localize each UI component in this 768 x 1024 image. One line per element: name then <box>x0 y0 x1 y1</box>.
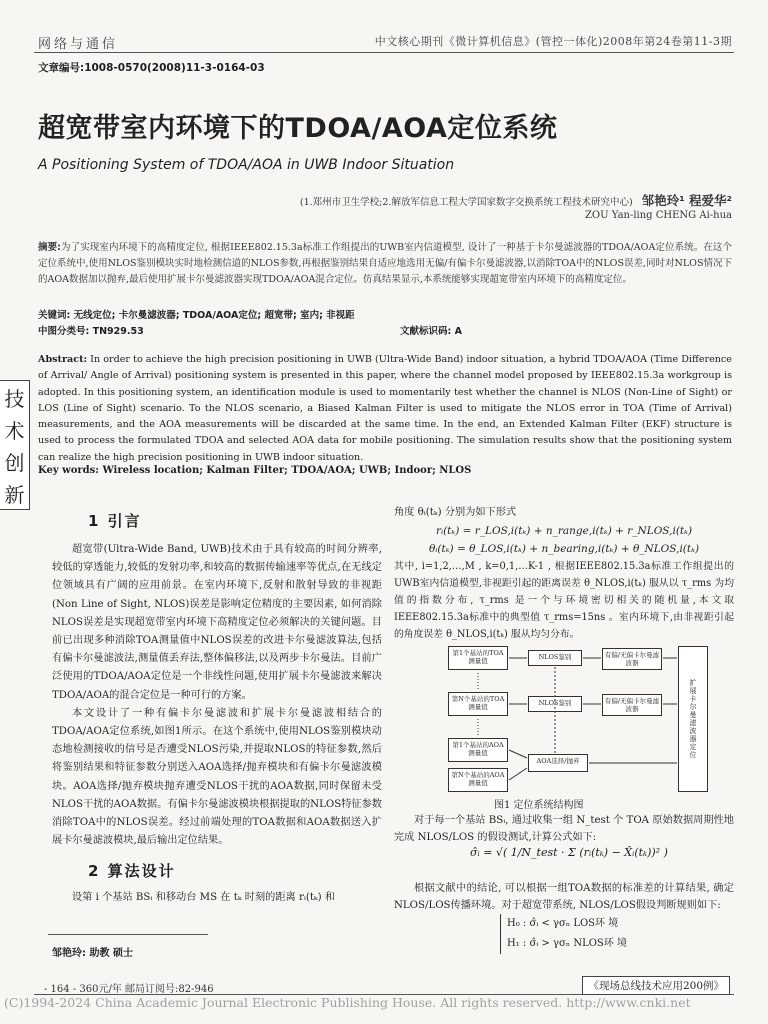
abstract-en <box>38 352 732 466</box>
system-structure-figure <box>448 646 732 794</box>
title-cn: 超宽带室内环境下的TDOA/AOA定位系统 <box>38 113 558 144</box>
abstract-en-label: Abstract: <box>38 354 88 365</box>
figure-box-kalman-n: 有偏/无偏卡尔曼滤波器 <box>602 694 662 716</box>
abstract-en-text: In order to achieve the high precision positioning in UWB (Ultra-Wide Band) indoor situation, a hybrid TDOA/AOA (Time Difference of Arrival/ Angle of Arrival) positioning system is presented in this paper, where the channel model proposed by IEEE802.15.3a workgroup is adopted. In this positioning system, an identification module is used to momentarily test whether the channel is NLOS (Non-Line of Sight) or LOS (Line of Sight) scenario. To the NLOS scenario, a Biased Kalman Filter is used to mitigate the NLOS error in TOA (Time of Arrival) measurements, and the AOA measurements will be discarded at the same time. In the end, an Extended Kalman Filter (EKF) structure is used to process the formulated TDOA and selected AOA data for mobile positioning. The simulation results show that the positioning system can realize the high precision positioning in UWB indoor situation. <box>38 354 732 463</box>
figure-box-nlos-id-n: NLOS鉴别 <box>528 696 582 712</box>
clc-number: 中图分类号: TN929.53 <box>38 326 144 337</box>
authors-cn: 邹艳玲¹ 程爱华² <box>641 193 732 208</box>
section-heading-intro: 1 引言 <box>88 512 142 530</box>
formula-range: rᵢ(tₖ) = r_LOS,i(tₖ) + n_range,i(tₖ) + r_NLOS,i(tₖ) <box>435 525 693 538</box>
figure-box-kalman-1: 有偏/无偏卡尔曼滤波器 <box>602 648 662 670</box>
right-paragraph-2: 其中, i=1,2,…,M , k=0,1,…K-1 , 根据IEEE802.15.3a标准工作组提出的UWB室内信道模型,非视距引起的距离误差 θ_NLOS,i(tₖ) 服从以 τ_rms 为均值的指数分布, τ_rms 是一个与环境密切相关的随机量,本文取IEEE802.15.3a标准中的典型值 τ_rms=15ns 。室内环境下,由非视距引起的角度误差 θ_NLOS,i(tₖ) 服从均匀分布。 <box>394 561 734 641</box>
author-bio: 邹艳玲: 助教 硕士 <box>52 948 133 959</box>
figure-arrows <box>448 646 732 794</box>
document-code: 文献标识码: A <box>400 326 462 337</box>
figure-box-aoa-1: 第1个基站的AOA测量值 <box>448 738 508 762</box>
running-header-journal: 中文核心期刊《微计算机信息》(管控一体化)2008年第24卷第11-3期 <box>374 35 732 48</box>
algorithm-paragraph-1: 设第 i 个基站 BSᵢ 和移动台 MS 在 tₖ 时刻的距离 rᵢ(tₖ) 和 <box>72 892 336 904</box>
keywords-en: Key words: Wireless location; Kalman Filter; TDOA/AOA; UWB; Indoor; NLOS <box>38 465 472 476</box>
classification-line <box>38 323 732 337</box>
abstract-cn <box>38 240 732 288</box>
abstract-cn-label: 摘要: <box>38 242 61 253</box>
figure-box-nlos-id-1: NLOS鉴别 <box>528 650 582 666</box>
affiliation-line <box>300 191 732 209</box>
figure-box-toa-n: 第N个基站的TOA测量值 <box>448 692 508 716</box>
right-paragraph-1: 角度 θᵢ(tₖ) 分别为如下形式 <box>394 507 517 518</box>
article-number: 文章编号:1008-0570(2008)11-3-0164-03 <box>38 62 265 74</box>
footer-left: - 164 - 360元/年 邮局订阅号:82-946 <box>44 984 214 995</box>
authors-en: ZOU Yan-ling CHENG Ai-hua <box>584 210 732 221</box>
affiliation: (1.郑州市卫生学校;2.解放军信息工程大学国家数字交换系统工程技术研究中心) <box>299 197 633 208</box>
keywords-cn: 关键词: 无线定位; 卡尔曼滤波器; TDOA/AOA定位; 超宽带; 室内; 非视距 <box>38 310 355 321</box>
author-bio-rule <box>48 934 208 935</box>
hypothesis-rules <box>500 914 627 954</box>
sidebar-char: 新 <box>4 482 25 507</box>
figure-box-aoa-n: 第N个基站的AOA测量值 <box>448 768 508 792</box>
hypothesis-h0: H₀ : σ̂ᵢ < γσₙ LOS环 境 <box>507 918 619 929</box>
running-header-section: 网络与通信 <box>38 37 119 52</box>
intro-paragraph-2: 本文设计了一种有偏卡尔曼滤波和扩展卡尔曼滤波相结合的TDOA/AOA定位系统,如图1所示。在这个系统中,使用NLOS鉴别模块动态地检测接收的信号是否遭受NLOS污染,并提取NLOS的特征参数,然后将鉴别结果和特征参数分别送入AOA选择/抛弃模块和有偏卡尔曼滤波模块。AOA选择/抛弃模块抛弃遭受NLOS干扰的AOA数据,同时保留未受NLOS干扰的AOA数据。有偏卡尔曼滤波模块根据提取的NLOS特征参数消除TOA中的NLOS误差。经过前端处理的TOA数据和AOA数据送入扩展卡尔曼滤波模块,最后输出定位结果。 <box>52 707 382 847</box>
figure-box-aoa-select: AOA选择/抛弃 <box>528 754 588 772</box>
formula-angle: θᵢ(tₖ) = θ_LOS,i(tₖ) + n_bearing,i(tₖ) + θ_NLOS,i(tₖ) <box>428 543 700 556</box>
tech-innovation-sidebar <box>0 380 30 510</box>
sidebar-char: 技 <box>4 386 25 411</box>
right-paragraph-3: 对于每一个基站 BSᵢ, 通过收集一组 N_test 个 TOA 原始数据周期性地完成 NLOS/LOS 的假设测试,计算公式如下: <box>394 815 734 843</box>
hypothesis-h1: H₁ : σ̂ᵢ > γσₙ NLOS环 境 <box>507 938 627 949</box>
copyright-watermark: (C)1994-2024 China Academic Journal Electronic Publishing House. All rights reserved. http://www.cnki.net <box>4 995 691 1010</box>
formula-sigma: σ̂ᵢ = √( 1/N_test · Σ (rᵢ(tₖ) − X̂ᵢ(tₖ))² ) <box>470 846 668 859</box>
section-heading-algorithm: 2 算法设计 <box>88 862 176 881</box>
left-column <box>52 510 382 908</box>
right-column <box>394 504 734 643</box>
footer-ad-box: 《现场总线技术应用200例》 <box>582 976 730 995</box>
figure-box-ekf: 扩展卡尔曼滤波器定位 <box>678 646 708 792</box>
right-paragraph-4: 根据文献中的结论, 可以根据一组TOA数据的标准差的计算结果, 确定NLOS/LOS传播环境。对于超宽带系统, NLOS/LOS假设判断规则如下: <box>394 883 734 911</box>
figure-box-toa-1: 第1个基站的TOA测量值 <box>448 646 508 670</box>
intro-paragraph-1: 超宽带(Ultra-Wide Band, UWB)技术由于具有较高的时间分辨率,较低的穿透能力,较低的发射功率,和较高的数据传输速率等优点,在无线定位领域具有广阔的应用前景。在室内环境下,反射和散射导致的非视距(Non Line of Sight, NLOS)误差是影响定位精度的主要因素, 如何消除NLOS误差是实现超宽带室内环境下高精度定位必须解决的关键问题。目前已出现多种消除TOA测量值中NLOS误差的改进卡尔曼滤波算法,包括有偏卡尔曼滤波法,测量值丢弃法,整体偏移法,以及两步卡尔曼法。目前广泛使用的TDOA/AOA定位是一个非线性问题,使用扩展卡尔曼滤波来解决TDOA/AOA的混合定位是一种可行的方案。 <box>52 544 382 701</box>
sidebar-char: 创 <box>4 450 25 475</box>
title-en: A Positioning System of TDOA/AOA in UWB Indoor Situation <box>38 157 455 173</box>
header-rule <box>34 52 734 53</box>
abstract-cn-text: 为了实现室内环境下的高精度定位, 根据IEEE802.15.3a标准工作组提出的UWB室内信道模型, 设计了一种基于卡尔曼滤波器的TDOA/AOA定位系统。在这个定位系统中,使用NLOS鉴别模块实时地检测信道的NLOS参数,再根据鉴别结果自适应地选用无偏/有偏卡尔曼滤波器,以消除TOA中的NLOS误差,同时对NLOS情况下的AOA数据加以抛弃,最后使用扩展卡尔曼滤波器实现TDOA/AOA混合定位。仿真结果显示,本系统能够实现超宽带室内环境下的高精度定位。 <box>38 242 732 285</box>
figure-caption: 图1 定位系统结构图 <box>494 800 584 811</box>
sidebar-char: 术 <box>4 418 25 443</box>
